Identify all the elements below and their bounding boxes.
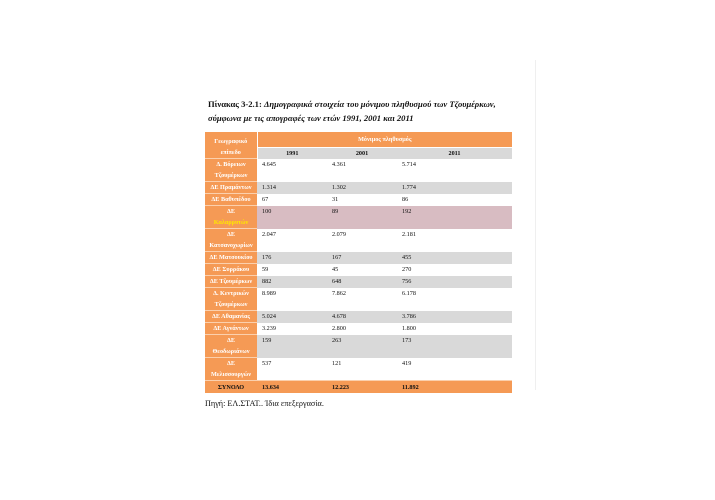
table-row [205, 288, 512, 311]
row-geo-name-line: ΔΕ Αγνάντων [213, 325, 249, 332]
row-geo-name-line: ΔΕ [226, 208, 235, 215]
row-geo-name-line: Δ. Βόρειων [216, 161, 246, 168]
row-value-2001: 2.079 [327, 229, 397, 252]
row-value-2001: 89 [327, 206, 397, 229]
table-total-row [205, 381, 512, 394]
row-value-2011: 1.774 [397, 182, 512, 194]
row-value-1991: 176 [257, 252, 327, 264]
header-geo-line-1: Γεωγραφικό [214, 138, 248, 145]
row-geo-name [205, 288, 257, 311]
table-row [205, 182, 512, 194]
row-value-1991: 159 [257, 335, 327, 358]
row-value-2011: 192 [397, 206, 512, 229]
row-geo-name-line: Μελισσουργών [211, 371, 251, 378]
row-value-2011: 6.178 [397, 288, 512, 311]
header-geo-line-2: επίπεδο [220, 149, 241, 156]
row-geo-name-line: Καλαρρυτών [213, 219, 249, 226]
header-population: Μόνιμος πληθυσμός [257, 132, 512, 147]
row-value-2001: 167 [327, 252, 397, 264]
row-geo-name-line: ΔΕ Συρράκου [212, 266, 250, 273]
row-geo-name-line: ΔΕ Βαθυπέδου [211, 196, 251, 203]
row-value-2011: 270 [397, 264, 512, 276]
row-value-1991: 8.989 [257, 288, 327, 311]
caption-line-1 [208, 97, 508, 111]
row-value-2001: 648 [327, 276, 397, 288]
page-divider [535, 60, 536, 390]
caption-title-line-1: Δημογραφικά στοιχεία του μόνιμου πληθυσμού των Τζουμέρκων, [264, 99, 496, 109]
row-value-1991: 1.314 [257, 182, 327, 194]
row-geo-name [205, 159, 257, 182]
total-value-1991: 13.634 [257, 381, 327, 394]
total-value-2011: 11.892 [397, 381, 512, 394]
row-geo-name [205, 276, 257, 288]
header-year-2001: 2001 [327, 147, 397, 158]
row-geo-name-line: Κατσανοχωρίων [209, 242, 253, 249]
row-geo-name [205, 358, 257, 381]
row-geo-name [205, 229, 257, 252]
population-table [205, 132, 512, 393]
row-geo-name-line: Τζουμέρκων [214, 172, 248, 179]
row-geo-name-line: ΔΕ Πραμάντων [210, 184, 252, 191]
row-geo-name [205, 311, 257, 323]
row-value-2011: 86 [397, 194, 512, 206]
row-value-2001: 1.302 [327, 182, 397, 194]
row-value-2011: 756 [397, 276, 512, 288]
row-value-2011: 5.714 [397, 159, 512, 182]
table-row [205, 229, 512, 252]
row-geo-name [205, 264, 257, 276]
row-geo-name-line: Θεοδωριάνων [212, 348, 250, 355]
row-value-1991: 5.024 [257, 311, 327, 323]
row-value-2011: 3.786 [397, 311, 512, 323]
row-geo-name-line: ΔΕ Ματσουκίου [209, 254, 253, 261]
table-row [205, 206, 512, 229]
table-body [205, 159, 512, 394]
table-row [205, 159, 512, 182]
row-value-1991: 2.047 [257, 229, 327, 252]
header-geographic-level [205, 132, 257, 159]
row-value-1991: 537 [257, 358, 327, 381]
row-value-2011: 1.800 [397, 323, 512, 335]
caption-title-line-2: σύμφωνα με τις απογραφές των ετών 1991, 2001 και 2011 [208, 113, 414, 123]
row-value-2001: 121 [327, 358, 397, 381]
table-row [205, 335, 512, 358]
row-geo-name-line: ΔΕ [226, 231, 235, 238]
table-row [205, 323, 512, 335]
row-value-1991: 67 [257, 194, 327, 206]
row-value-1991: 882 [257, 276, 327, 288]
row-value-2001: 7.862 [327, 288, 397, 311]
header-year-2011: 2011 [397, 147, 512, 158]
table-row [205, 276, 512, 288]
row-value-2011: 173 [397, 335, 512, 358]
row-geo-name [205, 206, 257, 229]
table-row [205, 358, 512, 381]
row-geo-name [205, 335, 257, 358]
table-row [205, 252, 512, 264]
row-geo-name-line: ΔΕ [226, 360, 235, 367]
source-note: Πηγή: ΕΛ.ΣΤΑΤ.. Ίδια επεξεργασία. [205, 399, 324, 408]
row-geo-name-line: ΔΕ Τζουμέρκων [209, 278, 253, 285]
row-value-2011: 2.181 [397, 229, 512, 252]
row-geo-name [205, 182, 257, 194]
total-label: ΣΥΝΟΛΟ [205, 381, 257, 394]
row-value-2011: 419 [397, 358, 512, 381]
row-value-2001: 31 [327, 194, 397, 206]
row-value-1991: 3.239 [257, 323, 327, 335]
row-value-2001: 45 [327, 264, 397, 276]
row-value-1991: 59 [257, 264, 327, 276]
row-geo-name [205, 194, 257, 206]
row-value-2001: 4.678 [327, 311, 397, 323]
table-row [205, 311, 512, 323]
table-caption [208, 97, 508, 125]
table-row [205, 194, 512, 206]
row-geo-name [205, 323, 257, 335]
row-value-2011: 455 [397, 252, 512, 264]
row-geo-name-line: Δ. Κεντρικών [213, 290, 249, 297]
header-year-1991: 1991 [257, 147, 327, 158]
total-value-2001: 12.223 [327, 381, 397, 394]
row-value-2001: 4.361 [327, 159, 397, 182]
row-geo-name-line: ΔΕ Αθαμανίας [211, 313, 251, 320]
row-value-1991: 100 [257, 206, 327, 229]
row-value-2001: 2.800 [327, 323, 397, 335]
row-geo-name-line: Τζουμέρκων [214, 301, 248, 308]
table-row [205, 264, 512, 276]
row-value-1991: 4.645 [257, 159, 327, 182]
row-geo-name-line: ΔΕ [226, 337, 235, 344]
row-geo-name [205, 252, 257, 264]
caption-label: Πίνακας 3-2.1: [208, 99, 262, 109]
row-value-2001: 263 [327, 335, 397, 358]
